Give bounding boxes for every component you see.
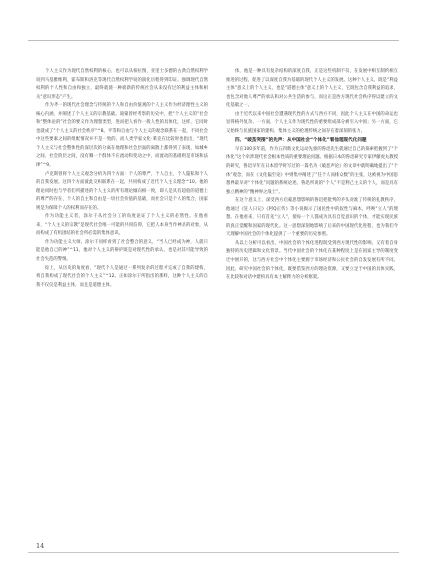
right-paragraph-3: 早在100多年前，作为五四新文化运动先驱的鲁迅先生就通过自己的探索把握到了“个体化”这个牵涉现代社会根本性质的重要理论问题。根据日本的鲁迅研究专家伊藤虎丸教授的研究，鲁迅早年在日本留学时写过的一篇名为《破恶声论》的文章中就明确地提出了“个体”观念，而在《文化偏至论》中则集中阐述了“任个人而排众数”的主张，这被视为中国思想界最早对“个体化”问题的系统论述。鲁迅所说的“个人”不是利己主义的个人，而是具有独立精神的“精神界之战士”。 <box>226 146 398 195</box>
section-heading: 四、“破茧突围”的先声：从中国社会“个体化”看他理现代化问题 <box>235 138 367 144</box>
left-paragraph-5: 作为功能主义大师，涂尔干同样看到了社会整合的意义，“当人已经成为神，人就只能是他自己的神”^11，他对个人主义的辩护既是对现代性的承认，也是对其可能导致的社会失范的警惕。 <box>36 239 208 263</box>
page-number: 14 <box>36 542 45 550</box>
article-body <box>36 68 398 526</box>
right-paragraph-5: 从以上分析可以看出，中国社会的个体化进程既受到西方现代性的影响，又有着自身独特的历史逻辑和文化背景。当代中国社会的个体化在某种程度上是在国家主导的制度变迁中展开的，这与西方社会中个体化主要源于市场经济和公民社会的自发发展有所不同。因此，研究中国社会的个体化，既要借鉴西方的理论资源，又要立足于中国的具体实践，在比较和对话中建构具有本土解释力的分析框架。 <box>226 240 398 281</box>
left-column <box>36 68 208 526</box>
left-paragraph-4: 作为功能主义者，涂尔干从社会分工的角度论证了个人主义的必然性。在他看来，“个人主义的宗教”是现代社会唯一可能的共同信仰，它把人本身当作神圣的对象，从而构成了有机团结的社会所必需的集体意识。 <box>36 214 208 237</box>
left-paragraph-3: 卢克斯曾将个人主义观念分析为四个方面：个人的尊严、个人自主、个人隐私和个人的自我发展。这四个方面彼此交织联系在一起，共同构成了近代个人主义理念^10。他的理论同时也与学者们所描述的个人主义的所有理论倾向相一致，即人是具有超验的道德上的尊严的存在，个人的自主和自由是一切社会价值的基础，而社会只是个人的集合，国家则是为保障个人的权利而存在的。 <box>36 171 208 211</box>
right-paragraph-4: 在这个意义上，深受西方启蒙思想影响的鲁迅把批判的矛头对准了传统的礼教秩序，他通过《狂人日记》《阿Q正传》等小说揭示了国民性中的奴性与麻木，呼唤“立人”的理想。在他看来，只有首先“立人”，使每一个人都成为具有自觉意识的个体，才能实现民族的真正觉醒和国家的现代化。这一思想深刻地影响了后来的中国现代化进程，也为我们今天理解中国社会的个体化提供了一个重要的历史参照。 <box>226 198 398 238</box>
left-paragraph-6: 综上，从历史的角度看，“现代个人是通过一系列复杂的过程才完成了自我的建构，将自我构成了现代社会的个人主义”^12。正如涂尔干所指出的那样，这种个人主义的自我不仅仅是利益主体，而且是道德主体。 <box>36 265 208 288</box>
footer-rule <box>28 552 399 553</box>
right-column <box>226 68 398 526</box>
right-paragraph-1: 体，他是一种具有复杂结构的深度自我，正是这些机制不仅，在发展中相互制约相互推进的过程，促进了以深度自我为基础的现代个人主义的发展。这种个人主义，既是“利益主体”意义上的个人主义，也是“道德主体”意义上的个人主义，它既包含自我利益的追求，也包含对他人尊严的承认和对公共生活的参与，而这正是西方现代社会秩序得以建立的文化基础之一。 <box>226 69 398 109</box>
left-paragraph-1: 个人主义作为现代自然权利的核心，也可以从柏拉图、亚里士多德的古典自然权利学说到马基雅维利、霍布斯和洛克等现代自然权利学说的演化历程得到印证。强调现代自然权利的个人性和自由和独立，最终就使一种崭新的传统社会从来没有过的利益主体和相关“意识形态”产生。 <box>36 69 208 100</box>
header-rule <box>28 40 399 41</box>
left-paragraph-2: 作为齐一的现代社会理念与传统的个人和自由价值观的个人主义作为经济理性主义的核心内涵，并阐述了个人主义的宗教基础。迪蒙曾经考察的历史中，把“个人主义的”社会和“整体论的”社会的要义作为理想类型，进而把人看作一般人性的具体化，这样，它同时也就成了“个人主义的社会秩序”^8。平等和自由与个人主义的观念联系在一起，不同社会中这些要素之间的组配情况并不是一致的。而人类学家文化·莱克在比较时也指出，“现代个人主义与社会整体性的深层次的分离在地理和社会层面的离散上都得到了表现，如城乡之间、社会阶层之间，没有哪一个群体不在流动和变动之中，而流动的基础则是市场和法律”^9。 <box>36 103 208 169</box>
right-paragraph-2: 由于近代以来中国社会遭遇现代性的方式与西方不同，因此个人主义在中国的命运也显得格外复杂。一方面，个人主义作为现代性的重要组成部分被引入中国；另一方面，它又始终与民族国家的建构、集体主义的伦理传统之间存在着深刻的张力。 <box>226 111 398 134</box>
